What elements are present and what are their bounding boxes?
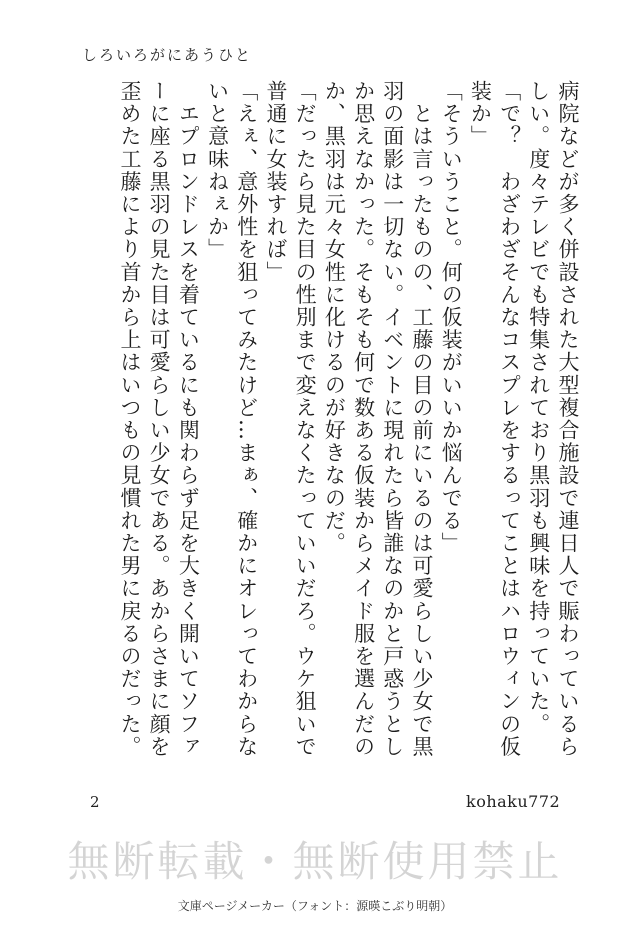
watermark: 無断転載・無断使用禁止 [67, 837, 563, 886]
footer-credit: 文庫ページメーカー（フォント：源暎こぶり明朝） [177, 899, 453, 913]
paragraph: エプロンドレスを着ているにも関わらず足を大きく開いてソファーに座る黒羽の見た目は可愛らしい少女である。あからさまに顔を歪めた工藤により首から上はいつもの見慣れた男に戻るのだった。 [117, 80, 201, 758]
running-title: しろいろがにあうひと [82, 46, 253, 64]
author-name: kohaku772 [466, 792, 561, 811]
paragraph: 「で？ わざわざそんなコスプレをするってことはハロウィンの仮装か」 [468, 80, 522, 758]
paragraph: とは言ったものの、工藤の目の前にいるのは可愛らしい少女で黒羽の面影は一切ない。イベントに現れたら皆誰なのかと戸惑うとしか思えなかった。そもそも何で数ある仮装からメイド服を選んだのか、黒羽は元々女性に化けるのが好きなのだ。 [322, 80, 434, 758]
paragraph: 「えぇ、意外性を狙ってみたけど…まぁ、確かにオレってわからないと意味ねぇか」 [205, 80, 259, 758]
vertical-body-text [70, 80, 582, 770]
page-number: 2 [90, 793, 100, 811]
paragraph: 「だったら見た目の性別まで変えなくたっていいだろ。ウケ狙いで普通に女装すれば」 [263, 80, 318, 758]
paragraph: 病院などが多く併設された大型複合施設で連日人で賑わっているらしい。度々テレビでも特集されており黒羽も興味を持っていた。 [526, 80, 580, 758]
paragraph: 「そういうこと。何の仮装がいいか悩んでる」 [439, 80, 464, 555]
